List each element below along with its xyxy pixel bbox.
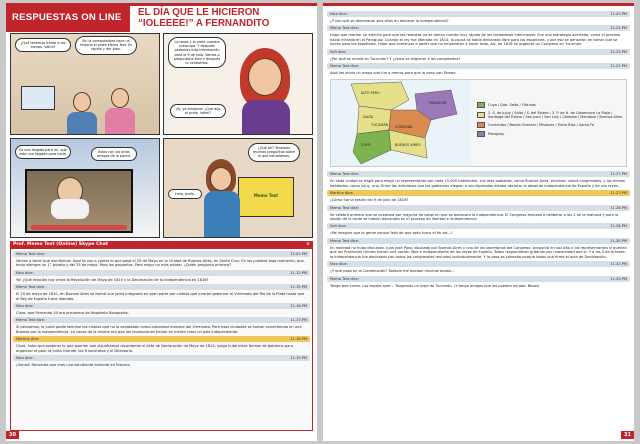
- map-label-buenos-aires: BUENOS AIRES: [395, 143, 421, 148]
- chat-sender: Memo Test dice:: [330, 238, 360, 243]
- chat-timestamp: 11.30.PM: [610, 238, 627, 243]
- page-title-line1: EL DÍA QUE LE HICIERON: [138, 7, 260, 18]
- character-girl: [111, 88, 129, 108]
- chat-message-header: [327, 11, 630, 17]
- character-body: [105, 108, 135, 135]
- map-drawing: [331, 80, 471, 166]
- chat-timestamp: 11.23.PM: [610, 49, 627, 54]
- comic-strip: [10, 33, 313, 239]
- character-body: [204, 191, 240, 237]
- chat-message-header: [327, 261, 630, 267]
- chat-message-header: [13, 317, 310, 323]
- speech-bubble: Sin la computadora hace un historia el profe Memo Test. Es rapido y dar bien.: [75, 36, 137, 55]
- chat-message-text: Claro, que Fernando VII era prisionero de Napoleón Bonaparte.: [16, 311, 129, 316]
- chat-message-header: [327, 276, 630, 282]
- speech-bubble: ¡Sí, ya empieza! ¿Qué dijo el profe, Valmi?: [170, 104, 226, 118]
- legend-entry: [477, 111, 624, 119]
- chat-message-text: ¡Genial! Recuerda que eres una estudiante brillante en historia.: [16, 363, 131, 368]
- chat-timestamp: 11.28.PM: [610, 205, 627, 210]
- chat-message-header: [13, 355, 310, 361]
- chat-sender: Memo Test dice:: [330, 276, 360, 281]
- page-number: 30: [6, 431, 19, 439]
- region-salta: [357, 106, 391, 134]
- map-label-cordoba: CÓRDOBA: [395, 125, 413, 130]
- comic-panel-1: [10, 33, 160, 135]
- chat-message-header: [13, 303, 310, 309]
- chat-message-header: [327, 238, 630, 244]
- legend-label: Paraguay: [488, 132, 505, 137]
- chat-window-title: Prof. Memo Test (Online) Skype Chat: [13, 242, 109, 247]
- chat-sender: Memo Test dice:: [16, 252, 46, 256]
- chat-message-text: En realidad no hubo discusión. Juan José Paso, diputado por Buenos Aires y uno de los secretarios del Congreso, preguntó en voz alta a los representantes si querían que las Provincias Unidas fueran una nación libre e independiente de los reyes de España. Todos respondieron gritando por unanimidad que sí. Y a las 5 de la tarde, la Independencia fue declarada con todos los congresales reunidos individualmente. Y la casa se colmaba porque todos una firma el acta de Declaración.: [330, 245, 627, 259]
- legend-label: Corrientes / Banda Oriental / Misiones / Entre Ríos / Santa Fe: [488, 123, 595, 128]
- page-number: 31: [621, 431, 634, 439]
- map-legend: [471, 80, 626, 166]
- chat-message-header: [327, 49, 630, 55]
- chat-sender: Memo Test dice:: [16, 318, 46, 323]
- character-teacher-face: [248, 58, 282, 96]
- character-boy-face: [210, 167, 232, 191]
- chat-message-header: [327, 25, 630, 31]
- close-icon[interactable]: ×: [306, 242, 310, 247]
- speech-bubble: Estos con los otros amigos de la pared.: [91, 147, 137, 161]
- chat-sender: Memo Test dice:: [330, 205, 360, 210]
- comic-panel-2: [163, 33, 313, 135]
- chat-message-text: Yo! ¿Qué relación hay entre la Revolución de Mayo de 1810 y la Declaración de la Independencia en 1816?: [16, 277, 209, 282]
- chat-message-text: En cada ciudad se eligió para elegir un representante por cada 15.000 habitantes. Los más poblados, como Buenos Aires, enviaron varios congresales, y los menos habitados, como Jujuy, uno. Entre los individuos que los gobiernos elegían a sus diputados estaba declarar la absoluta independencia de España y de sus reyes.: [330, 179, 625, 188]
- chat-message-text: El 25 de mayo de 1810, en Buenos Aires se formó una junta integrada en gran parte por criollos que juraron gobernar el Virreinato del Río de la Plata hasta que el Rey de España fuera liberado.: [16, 292, 305, 301]
- character-body: [242, 100, 290, 134]
- chat-sender: Sofi dice:: [330, 49, 347, 54]
- chat-message-header: [327, 205, 630, 211]
- chat-log: [327, 11, 630, 431]
- chat-message-text: ¡Me imagino que la gente estuvo feliz de que todo fuera al fin así...!: [330, 231, 453, 236]
- chat-message-header: [13, 251, 310, 257]
- map-label-cuyo: CUYO: [361, 143, 371, 148]
- left-page: [6, 3, 317, 441]
- chat-sender: Nico dice:: [16, 304, 34, 309]
- page-title-line2: “IOLEEEE!” A FERNANDITO: [138, 18, 270, 29]
- chat-timestamp: 11.19.PM: [290, 356, 307, 361]
- computer-monitor: [21, 86, 55, 110]
- chat-timestamp: 11.20.PM: [610, 12, 627, 16]
- chat-sender: Nico dice:: [330, 12, 348, 16]
- chat-timestamp: 11.22.PM: [610, 26, 627, 31]
- legend-swatch: [477, 102, 485, 108]
- chat-message-text: ¿Y qué pasó en la Constitución? Todavía me quedan muchas dudas...: [330, 269, 455, 274]
- chat-message-text: Si pensamos, la Junta podía sentirse los criollos que no lo aceptaban como autoridad máxima del Virreinato. Pero esas ciudades se fueron convirtiendo en una Buenos por la independencia. La causa de la misma era que las revoluciones tenían en mente crear un país independiente.: [16, 325, 302, 334]
- character-body: [67, 112, 97, 135]
- chat-timestamp: 11.15.PM: [290, 285, 307, 290]
- legend-swatch: [477, 122, 485, 128]
- map-label-tucuman: TUCUMÁN: [371, 123, 389, 128]
- legend-swatch: [477, 112, 485, 118]
- chat-message-header: [327, 223, 630, 229]
- chat-message-text: ¿Y por qué se demoraron seis años en declarar la independencia?: [330, 19, 449, 23]
- legend-entry: [477, 122, 624, 128]
- chat-message-header: [13, 336, 310, 342]
- chat-message-text: Claro, hubo que sostener lo que querían que siguiéramos recordando el Acta de Declaración de Mayo de 1810, luego hubo otras formas de gobierno para organizar el país: la Junta Grande, los Triunviratos y el Directorio.: [16, 344, 293, 353]
- chat-window-titlebar: [10, 241, 313, 249]
- map-label-paraguay: PARAGUAY: [429, 101, 447, 106]
- chat-sender: Nico dice:: [330, 262, 348, 267]
- book-spread: [6, 3, 634, 441]
- chat-sender: Nico dice:: [16, 270, 34, 275]
- chat-timestamp: 11.33.PM: [610, 276, 627, 281]
- chat-message-text: Se celebró primero que se aceptara por mayoría de votos en que se declarara la independencia. El Congreso empezó a deliberar a las 2 de la mañana y para la sesión de la tarde se habían declarado en el proceso de libertad e independencia.: [330, 212, 619, 222]
- speech-bubble: Es una llegada para mí, que esta una llegada para nada.: [15, 145, 71, 159]
- chat-message-text: ¿Por qué se reunió en Tucumán? Y ¿cómo se eligieron a los congresales?: [330, 56, 461, 61]
- chat-timestamp: 11.27.PM: [610, 191, 627, 196]
- chat-timestamp: 11.25.PM: [610, 64, 627, 69]
- right-page: [323, 3, 634, 441]
- chat-message-header: [327, 190, 630, 196]
- chat-timestamp: 11.28.PM: [610, 224, 627, 229]
- chat-sender: Sofi dice:: [330, 224, 347, 229]
- chat-message-text: Aquí les envío un mapa que fue a menos para que lo vean son Tampe.: [330, 71, 457, 76]
- map-label-salta: SALTA: [363, 115, 374, 120]
- comic-panel-3: [10, 138, 160, 238]
- map-label-alto-peru: ALTO PERÚ: [361, 91, 380, 96]
- screen-caption: Memo Test: [253, 193, 279, 198]
- chat-timestamp: 11.27.PM: [610, 172, 627, 177]
- chat-sender: Martina dice:: [16, 337, 40, 342]
- title-box: [130, 6, 317, 32]
- chat-message-header: [13, 270, 310, 276]
- chat-sender: Memo Test dice:: [16, 285, 46, 290]
- page-header: [6, 6, 317, 32]
- chat-timestamp: 11.12.PM: [290, 270, 307, 275]
- legend-entry: [477, 131, 624, 137]
- chat-timestamp: 11.18.PM: [290, 337, 307, 342]
- speech-bubble: La tarea y la profe nuestra preocupa. Y después podemos más información para el 9 de Julio. Vamos a preguntarle bien y después lo ventiamos.: [168, 37, 226, 68]
- professor-beard: [51, 199, 89, 219]
- chat-timestamp: 11.01.PM: [290, 252, 307, 256]
- chat-message-header: [327, 171, 630, 177]
- historical-map: [330, 79, 627, 167]
- speech-bubble: ¿Qué tenemos frente a las compu, Valmi?: [15, 38, 71, 52]
- chat-message-text: Tengo que cortar. Los espero ayer... Tengamos un viaje de Tucumán. ¡Y tengo amigos que los pueden ayudar. Besos!: [330, 283, 540, 288]
- chat-sender: Memo Test dice:: [330, 172, 360, 177]
- chat-timestamp: 11.32.PM: [610, 262, 627, 267]
- chat-sender: Martina dice:: [330, 191, 354, 196]
- legend-entry: [477, 102, 624, 108]
- chat-sender: Memo Test dice:: [330, 26, 360, 31]
- chat-message-header: [13, 284, 310, 290]
- comic-panel-4: [163, 138, 313, 238]
- speech-bubble: Hola, profe.: [168, 189, 202, 199]
- chat-message-text: ¿Cómo fue la sesión del 9 de julio de 1816?: [330, 198, 409, 203]
- chat-timestamp: 11.16.PM: [290, 304, 307, 309]
- call-controls-bar: [31, 225, 127, 230]
- speech-bubble: ¿Qué tal? Tenemos muchas preguntas sobre lo que estudiamos.: [248, 143, 300, 162]
- chat-message-header: [327, 63, 630, 69]
- legend-swatch: [477, 131, 485, 137]
- chat-sender: Nico dice:: [16, 356, 34, 361]
- chat-log: [10, 249, 313, 431]
- chat-message-text: Vamos a tener que escribirnos. Aquí te voy a contar lo que pasó el 25 de Mayo en la Ciudad de Buenos Aires, en Santa Cruz. En los pueblos bajo momento, que tenía siempre un 1° puesto y del 25 de mayo. Para los pequeños. Para mejor no más olvidar. ¿Quién pregunta primero?: [16, 259, 304, 268]
- chat-message-text: Hubo que montar un ejército para que los realistas no se dieran cuenta muy rápido de los verdaderos intenciones. Fue una estrategia acertada, como el proceso había iniciado en el Paraguay. Cuando el rey fue liberado en 1814, la causa se había declarado libre para los españoles, y por eso se pensaron en tomar que se hacen para los españoles. Hubo que comenzar a poder que no empezaran a hacer todo. Así, en 1816 se organizó un Congreso en Tucumán.: [330, 33, 621, 47]
- section-tag: RESPUESTAS ON LINE: [6, 6, 130, 32]
- legend-label: 2. S. de Jujuy / Salta / S. del Estero / 3. P. de H. de Catamarca La Rioja / Santiago del Estero / San Juan / San Luis / Córdoba / Mendoza / Buenos Aires: [488, 111, 623, 120]
- character-boy: [73, 92, 91, 112]
- legend-label: Cuyo / Gob. Salta / Oficinas: [488, 103, 536, 108]
- chat-timestamp: 11.17.PM: [290, 318, 307, 323]
- chat-sender: Memo Test dice:: [330, 64, 360, 69]
